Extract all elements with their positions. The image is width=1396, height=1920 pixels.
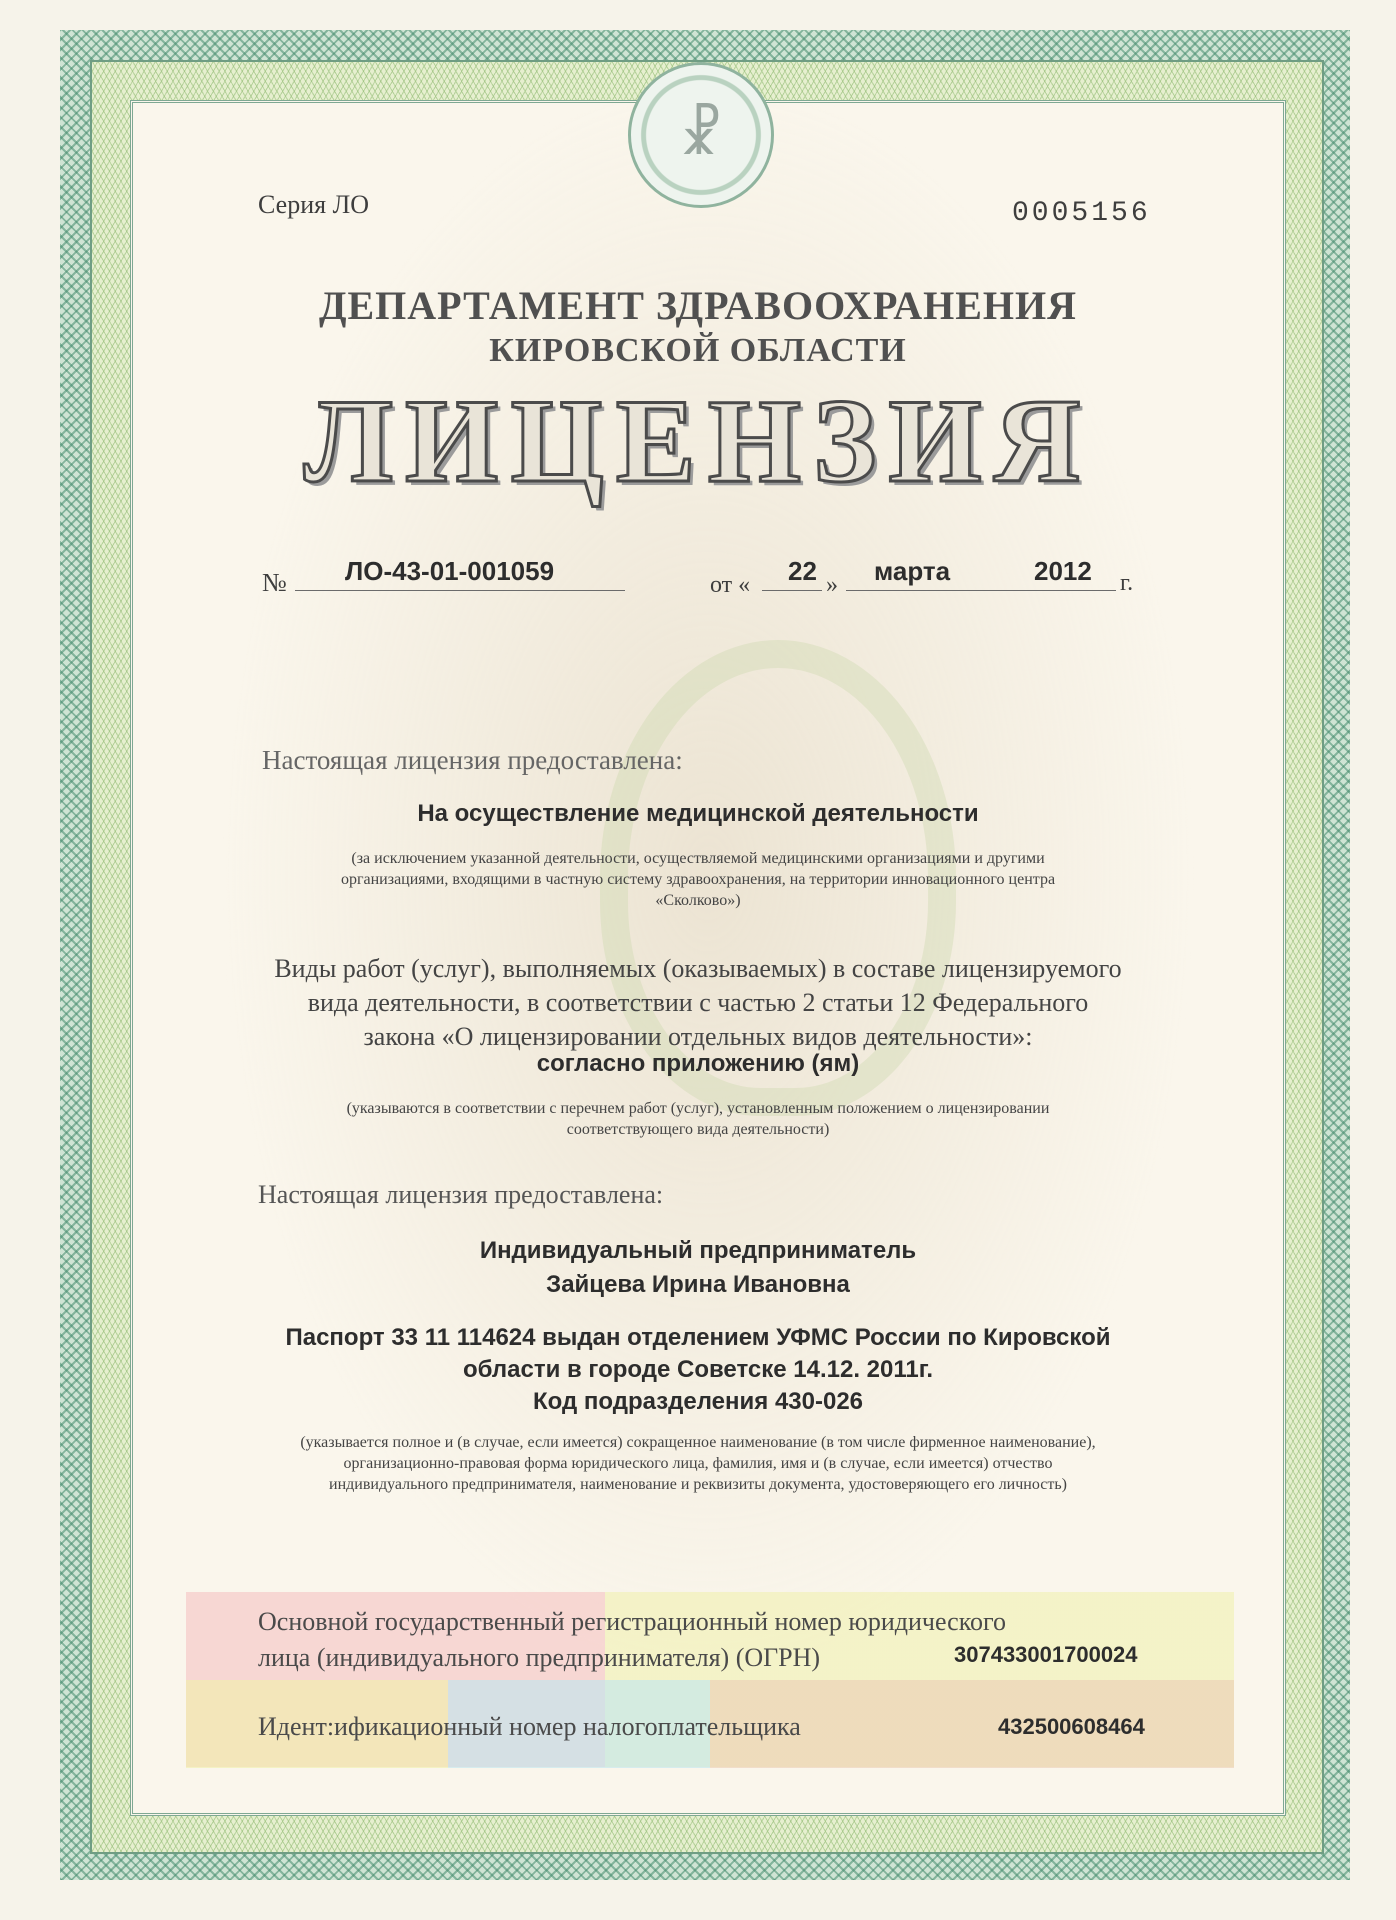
license-year: 2012 [1034, 556, 1092, 586]
works-text: Виды работ (услуг), выполняемых (оказываемых) в составе лицензируемого вида деятельности, в соответствии с частью 2 статьи 12 Федерального закона «О лицензировании отдельных видов деятельности»: [274, 954, 1122, 1051]
activity-text: На осуществление медицинской деятельности [417, 800, 979, 827]
inn-value: 432500608464 [998, 1714, 1145, 1739]
month-year-underline [846, 590, 1116, 591]
day-underline [762, 590, 822, 591]
holder-note: (указывается полное и (в случае, если имеется) сокращенное наименование (в том числе фирменное наименование), организационно-правовая форма юридического лица, фамилия, имя и (в случае, если имеется) отчество индивидуального предпринимателя, наименование и реквизиты документа, удостоверяющего его личность) [300, 1434, 1096, 1493]
inn-label: Идент:ификационный номер налогоплательщика [258, 1712, 801, 1741]
document-title: ЛИЦЕНЗИЯ [303, 374, 1093, 507]
ogrn-value: 307433001700024 [954, 1642, 1138, 1667]
year-suffix: г. [1120, 570, 1134, 596]
passport-details: Паспорт 33 11 114624 выдан отделением УФМС России по Кировской области в городе Советске 14.12. 2011г. Код подразделения 430-026 [285, 1324, 1111, 1415]
series-number: 0005156 [1012, 198, 1151, 229]
works-value: согласно приложению (ям) [536, 1050, 860, 1077]
activity-note: (за исключением указанной деятельности, осуществляемой медицинскими организациями и другими организациями, входящими в частную систему здравоохранения, на территории инновационного центра «Сколково») [340, 850, 1056, 909]
day-close: » [826, 572, 838, 598]
series-label: Серия ЛО [258, 190, 369, 219]
number-label: № [262, 568, 287, 597]
license-day: 22 [788, 556, 817, 586]
holder-name: Индивидуальный предприниматель Зайцева Ирина Ивановна [479, 1237, 917, 1298]
license-month: марта [874, 556, 951, 586]
license-number: ЛО-43-01-001059 [345, 556, 555, 586]
emblem-icon: ☧ [628, 62, 774, 208]
works-note: (указываются в соответствии с перечнем работ (услуг), установленным положением о лицензировании соответствующего вида деятельности) [346, 1100, 1050, 1138]
grant-label-2: Настоящая лицензия предоставлена: [258, 1180, 664, 1209]
department-line1: ДЕПАРТАМЕНТ ЗДРАВООХРАНЕНИЯ [318, 283, 1078, 328]
department-line2: КИРОВСКОЙ ОБЛАСТИ [489, 332, 907, 369]
ogrn-label: Основной государственный регистрационный номер юридического лица (индивидуального предпринимателя) (ОГРН) [258, 1607, 1007, 1672]
grant-label: Настоящая лицензия предоставлена: [262, 745, 683, 775]
number-underline [295, 590, 625, 591]
from-label: от « [710, 572, 751, 598]
